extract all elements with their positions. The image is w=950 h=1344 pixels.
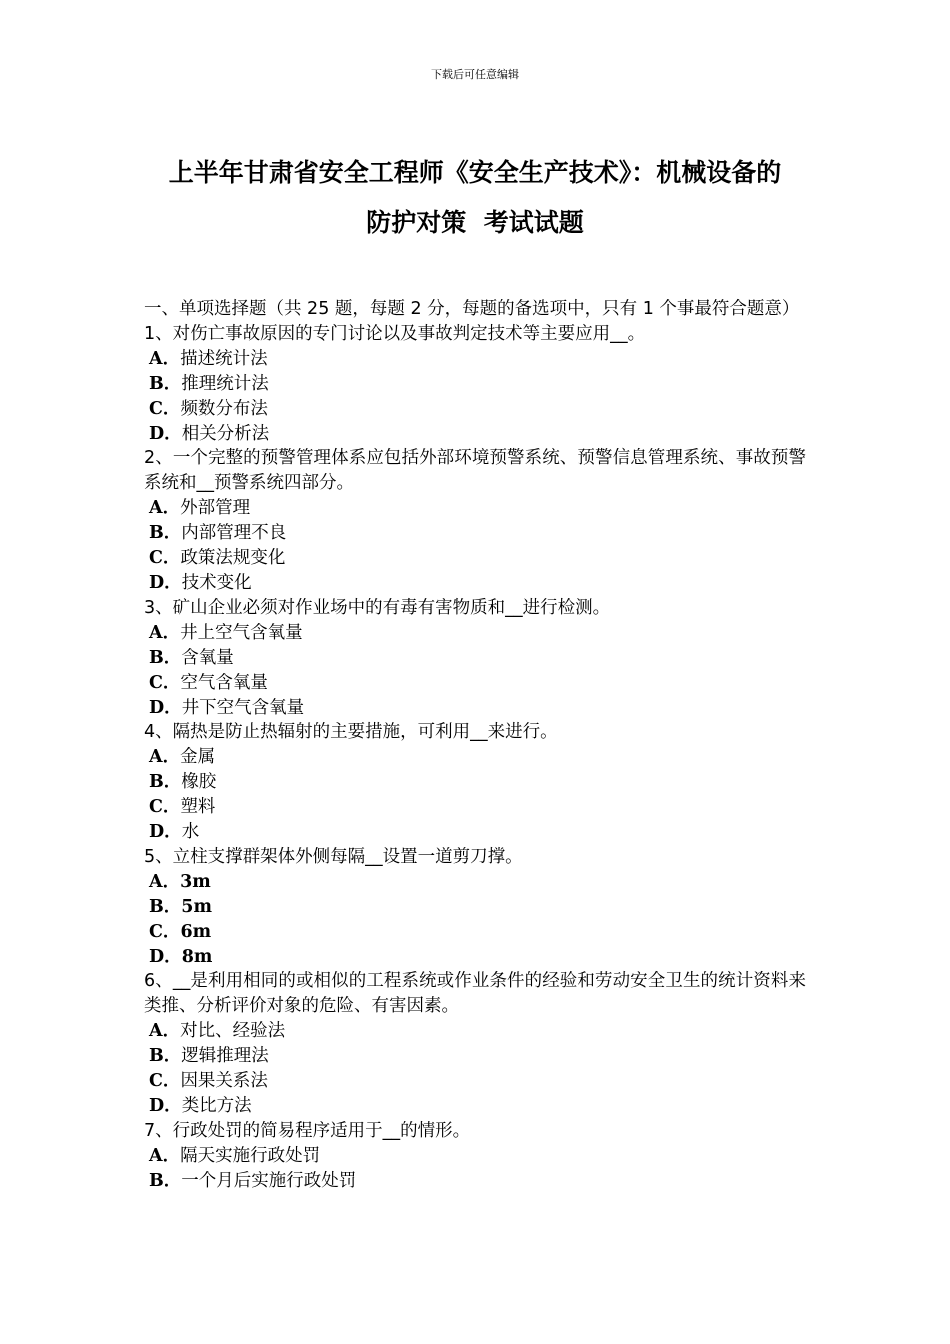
option-item — [144, 945, 806, 970]
title-line-1: 上半年甘肃省安全工程师《安全生产技术》：机械设备的 — [168, 158, 782, 187]
option-item — [144, 646, 806, 671]
option-item — [144, 870, 806, 895]
option-text: 逻辑推理法 — [181, 1046, 269, 1067]
option-text: 塑料 — [180, 797, 216, 818]
option-item — [144, 745, 806, 770]
question-stem: 4、隔热是防止热辐射的主要措施，可利用__来进行。 — [144, 722, 558, 743]
option-item — [144, 422, 806, 447]
option-text: 政策法规变化 — [180, 548, 286, 569]
option-text: 5m — [181, 896, 212, 917]
option-item — [144, 372, 806, 397]
option-text: 橡胶 — [181, 772, 217, 793]
option-item — [144, 621, 806, 646]
option-letter: B． — [149, 1046, 182, 1067]
option-text: 技术变化 — [181, 572, 252, 593]
option-item — [144, 1169, 806, 1194]
option-letter: C． — [149, 548, 181, 569]
option-item — [144, 397, 806, 422]
option-text: 外部管理 — [180, 498, 251, 519]
question-item — [144, 1119, 806, 1194]
question-body — [144, 297, 806, 1194]
option-letter: A． — [149, 1021, 181, 1042]
option-text: 空气含氧量 — [180, 672, 268, 693]
question-stem: 7、行政处罚的简易程序适用于__的情形。 — [144, 1120, 471, 1141]
option-item — [144, 671, 806, 696]
title-line-2: 防护对策 考试试题 — [366, 208, 584, 237]
option-letter: B． — [149, 373, 182, 394]
option-letter: D． — [149, 1096, 182, 1116]
option-text: 描述统计法 — [180, 348, 268, 369]
option-item — [144, 1094, 806, 1119]
option-text: 类比方法 — [181, 1096, 252, 1116]
option-item — [144, 546, 806, 571]
option-letter: A． — [149, 348, 181, 369]
option-text: 8m — [181, 946, 213, 967]
option-letter: C． — [149, 398, 181, 419]
option-item — [144, 770, 806, 795]
option-text: 内部管理不良 — [181, 523, 287, 544]
option-letter: C． — [149, 921, 181, 942]
option-item — [144, 496, 806, 521]
header-note: 下载后可任意编辑 — [431, 68, 519, 81]
option-letter: C． — [149, 672, 181, 693]
section-heading: 一、单项选择题（共 25 题，每题 2 分，每题的备选项中，只有 1 个事最符合题意） — [144, 299, 800, 319]
question-stem: 1、对伤亡事故原因的专门讨论以及事故判定技术等主要应用__。 — [144, 323, 646, 344]
question-item — [144, 596, 806, 721]
question-stem: 6、__是利用相同的或相似的工程系统或作业条件的经验和劳动安全卫生的统计资料来类推、分析评价对象的危险、有害因素。 — [144, 971, 806, 1017]
option-letter: D． — [149, 697, 182, 718]
option-letter: A． — [149, 498, 181, 519]
option-item — [144, 795, 806, 820]
option-text: 含氧量 — [181, 647, 234, 668]
option-letter: B． — [149, 647, 182, 668]
option-item — [144, 1019, 806, 1044]
option-text: 6m — [180, 921, 212, 942]
question-item — [144, 322, 806, 447]
option-letter: C． — [149, 1071, 181, 1092]
option-text: 井上空气含氧量 — [180, 622, 303, 643]
option-item — [144, 1069, 806, 1094]
option-letter: D． — [149, 822, 182, 843]
option-letter: B． — [149, 1170, 182, 1191]
option-letter: A． — [149, 747, 181, 768]
option-item — [144, 1144, 806, 1169]
option-item — [144, 820, 806, 845]
option-item — [144, 1044, 806, 1069]
option-item — [144, 347, 806, 372]
option-text: 3m — [180, 871, 211, 892]
option-letter: B． — [149, 896, 182, 917]
option-item — [144, 571, 806, 596]
option-text: 因果关系法 — [180, 1071, 268, 1092]
option-text: 频数分布法 — [180, 398, 268, 419]
option-text: 推理统计法 — [181, 373, 269, 394]
option-letter: D． — [149, 946, 182, 967]
option-letter: D． — [149, 572, 182, 593]
option-letter: A． — [149, 1145, 181, 1166]
question-stem: 3、矿山企业必须对作业场中的有毒有害物质和__进行检测。 — [144, 597, 611, 618]
question-stem: 5、立柱支撑群架体外侧每隔__设置一道剪刀撑。 — [144, 846, 523, 867]
option-item — [144, 521, 806, 546]
option-text: 井下空气含氧量 — [181, 697, 305, 718]
question-stem: 2、一个完整的预警管理体系应包括外部环境预警系统、预警信息管理系统、事故预警系统和__预警系统四部分。 — [144, 448, 806, 494]
option-text: 隔天实施行政处罚 — [180, 1145, 321, 1166]
option-letter: A． — [149, 871, 181, 892]
option-text: 金属 — [180, 747, 216, 768]
option-letter: D． — [149, 423, 182, 444]
option-letter: A． — [149, 622, 181, 643]
question-item — [144, 969, 806, 1118]
option-text: 相关分析法 — [181, 423, 270, 444]
option-item — [144, 895, 806, 920]
option-text: 一个月后实施行政处罚 — [181, 1170, 357, 1191]
question-item — [144, 845, 806, 970]
question-item — [144, 720, 806, 845]
option-text: 水 — [181, 822, 200, 843]
option-item — [144, 920, 806, 945]
option-item — [144, 696, 806, 721]
document-title — [120, 148, 830, 248]
option-letter: B． — [149, 523, 182, 544]
option-text: 对比、经验法 — [180, 1021, 286, 1042]
question-item — [144, 446, 806, 595]
option-letter: C． — [149, 797, 181, 818]
option-letter: B． — [149, 772, 182, 793]
